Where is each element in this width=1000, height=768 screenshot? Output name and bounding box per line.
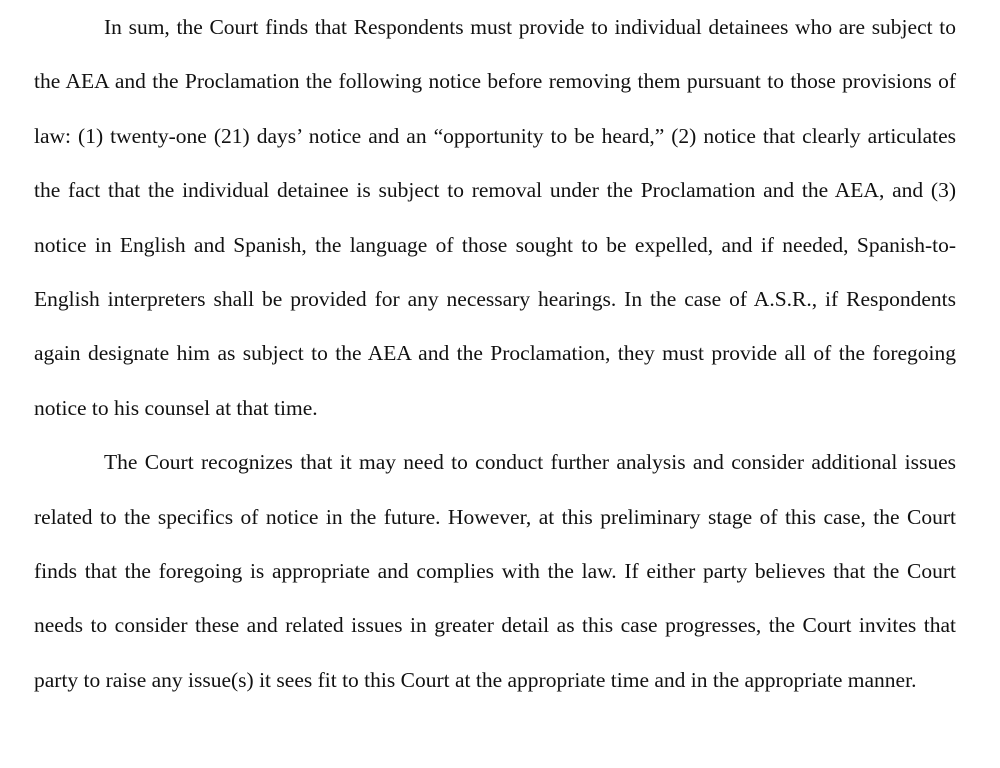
paragraph-further-analysis: The Court recognizes that it may need to conduct further analysis and consider additional issues related to the specifics of notice in the future. However, at this preliminary stage of this case, the Court finds that the foregoing is appropriate and complies with the law. If either party believes that the Court needs to consider these and related issues in greater detail as this case progresses, the Court invites that party to raise any issue(s) it sees fit to this Court at the appropriate time and in the appropriate manner. bbox=[34, 450, 956, 692]
paragraph-notice-requirements: In sum, the Court finds that Respondents must provide to individual detainees who are subject to the AEA and the Proclamation the following notice before removing them pursuant to those provisions of law: (1) twenty-one (21) days’ notice and an “opportunity to be heard,” (2) notice that clearly articulates the fact that the individual detainee is subject to removal under the Proclamation and the AEA, and (3) notice in English and Spanish, the language of those sought to be expelled, and if needed, Spanish-to-English interpreters shall be provided for any necessary hearings. In the case of A.S.R., if Respondents again designate him as subject to the AEA and the Proclamation, they must provide all of the foregoing notice to his counsel at that time. bbox=[34, 15, 956, 420]
document-body bbox=[34, 0, 956, 707]
